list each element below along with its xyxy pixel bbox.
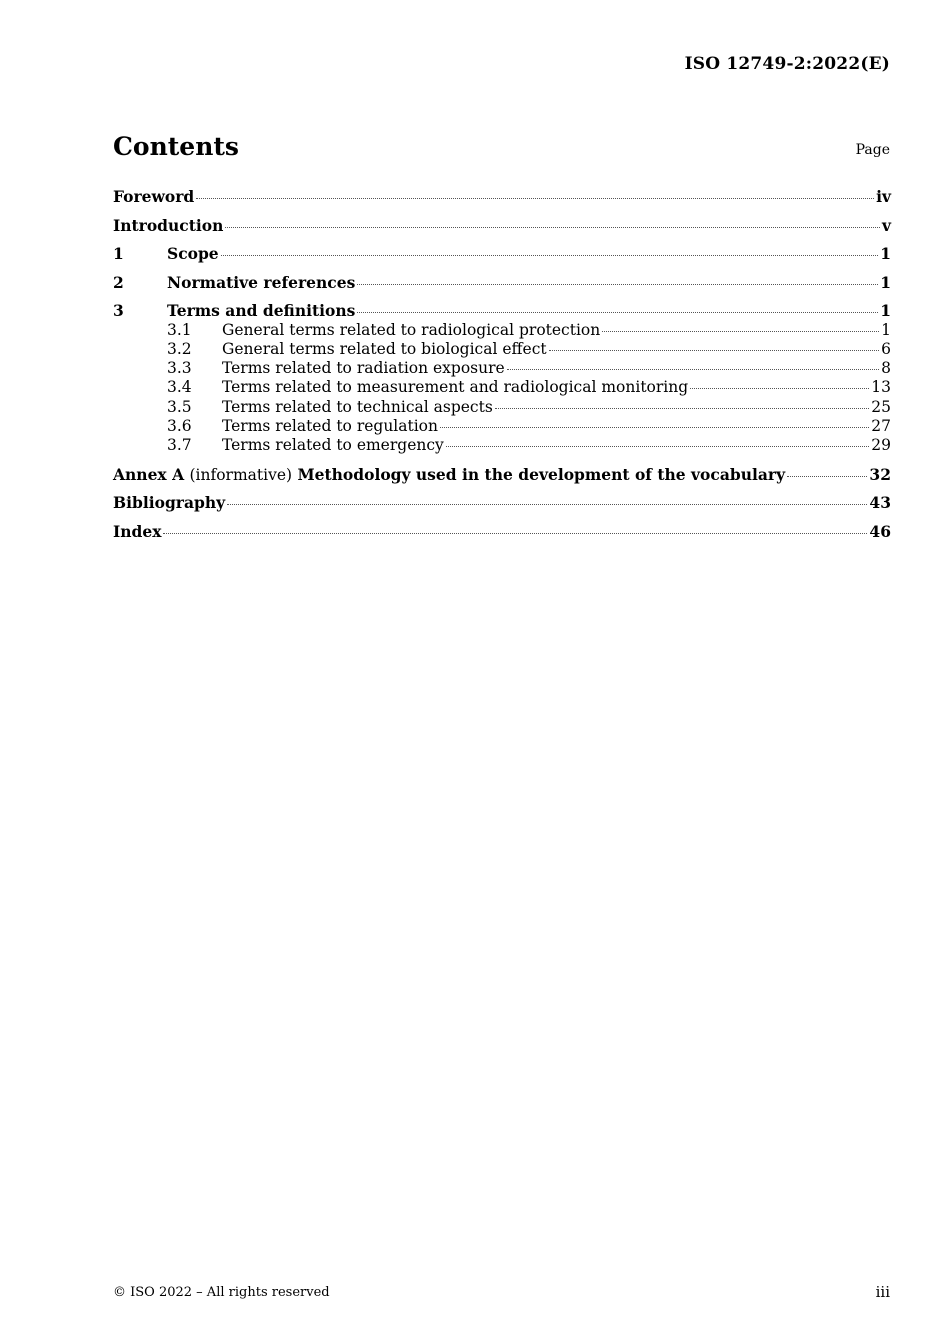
- document-id: ISO 12749-2:2022(E): [684, 54, 890, 74]
- toc-entry-annex-a[interactable]: [113, 462, 891, 491]
- toc-entry-bibliography[interactable]: [113, 490, 891, 519]
- toc-subentry-page: 25: [871, 397, 891, 416]
- toc-entry-scope[interactable]: [113, 241, 891, 270]
- toc-entry-page: 46: [869, 521, 891, 541]
- toc-entry-page: iv: [876, 187, 891, 206]
- toc-subentry-number: 3.7: [167, 436, 192, 455]
- toc-subentry-number: 3.6: [167, 416, 192, 435]
- toc-subentry-3-2[interactable]: [113, 340, 891, 359]
- dot-leader: [507, 369, 879, 370]
- toc-subentry-title: Terms related to technical aspects: [222, 397, 493, 416]
- dot-leader: [357, 284, 878, 285]
- contents-title: Contents: [113, 132, 240, 161]
- footer-page-number: iii: [875, 1283, 890, 1301]
- toc-entry-title: [113, 462, 785, 488]
- toc-subentry-page: 6: [881, 339, 891, 358]
- toc-entry-title: Index: [113, 521, 162, 541]
- toc-entry-title: Bibliography: [113, 493, 226, 513]
- toc-entry-number: 3: [113, 301, 124, 320]
- toc-entry-page: v: [881, 215, 891, 235]
- footer-copyright: © ISO 2022 – All rights reserved: [113, 1285, 330, 1300]
- toc-subentry-number: 3.3: [167, 359, 192, 378]
- toc-entry-title: Normative references: [167, 272, 356, 292]
- dot-leader: [495, 408, 869, 409]
- dot-leader: [602, 331, 879, 332]
- toc-subentry-page: 29: [871, 436, 891, 455]
- toc-entry-page: 1: [880, 272, 891, 292]
- dot-leader: [227, 504, 867, 505]
- dot-leader: [225, 227, 880, 228]
- dot-leader: [196, 198, 874, 199]
- toc-entry-page: 43: [869, 493, 891, 513]
- dot-leader: [549, 350, 880, 351]
- toc-subentry-title: Terms related to emergency: [222, 436, 444, 455]
- annex-label: Annex A: [113, 464, 185, 484]
- toc-entry-number: 1: [113, 244, 124, 263]
- toc-subentry-3-5[interactable]: [113, 398, 891, 417]
- annex-qualifier: (informative): [189, 465, 293, 484]
- toc-entry-title: Scope: [167, 244, 219, 263]
- toc-entry-title: Foreword: [113, 187, 195, 206]
- toc-entry-page: 32: [869, 464, 891, 484]
- toc-subentry-page: 1: [881, 320, 891, 339]
- dot-leader: [787, 476, 867, 477]
- toc-subentry-title: Terms related to regulation: [222, 416, 439, 435]
- toc-entry-number: 2: [113, 272, 124, 292]
- toc-subentry-title: Terms related to radiation exposure: [222, 359, 505, 378]
- toc-entry-foreword[interactable]: [113, 184, 891, 213]
- dot-leader: [221, 255, 879, 256]
- toc-subentry-3-1[interactable]: [113, 321, 891, 340]
- toc-entry-index[interactable]: [113, 519, 891, 548]
- toc-subentry-number: 3.2: [167, 339, 192, 358]
- toc-subentry-3-6[interactable]: [113, 417, 891, 436]
- toc-subentry-title: General terms related to biological effect: [222, 339, 547, 358]
- toc-subentry-3-4[interactable]: [113, 378, 891, 397]
- toc-entry-title: Terms and definitions: [167, 301, 356, 320]
- toc-subentry-title: General terms related to radiological protection: [222, 320, 601, 339]
- toc-entry-normative-references[interactable]: [113, 270, 891, 299]
- table-of-contents: [113, 184, 891, 547]
- dot-leader: [446, 446, 869, 447]
- dot-leader: [357, 312, 878, 313]
- toc-subentry-page: 27: [871, 416, 891, 435]
- page-column-label: Page: [855, 142, 890, 158]
- toc-subentry-3-7[interactable]: [113, 436, 891, 455]
- toc-entry-introduction[interactable]: [113, 213, 891, 242]
- annex-title: Methodology used in the development of the vocabulary: [297, 464, 786, 484]
- toc-subentry-page: 13: [871, 378, 891, 397]
- dot-leader: [440, 427, 869, 428]
- toc-subentry-number: 3.5: [167, 397, 192, 416]
- toc-entry-page: 1: [880, 244, 891, 263]
- toc-entry-page: 1: [880, 301, 891, 320]
- toc-subentry-3-3[interactable]: [113, 359, 891, 378]
- dot-leader: [163, 533, 867, 534]
- toc-subentry-page: 8: [881, 359, 891, 378]
- dot-leader: [690, 388, 869, 389]
- toc-subentry-title: Terms related to measurement and radiological monitoring: [222, 378, 689, 397]
- toc-subentry-number: 3.4: [167, 378, 192, 397]
- toc-entry-title: Introduction: [113, 215, 224, 235]
- toc-subentry-number: 3.1: [167, 320, 192, 339]
